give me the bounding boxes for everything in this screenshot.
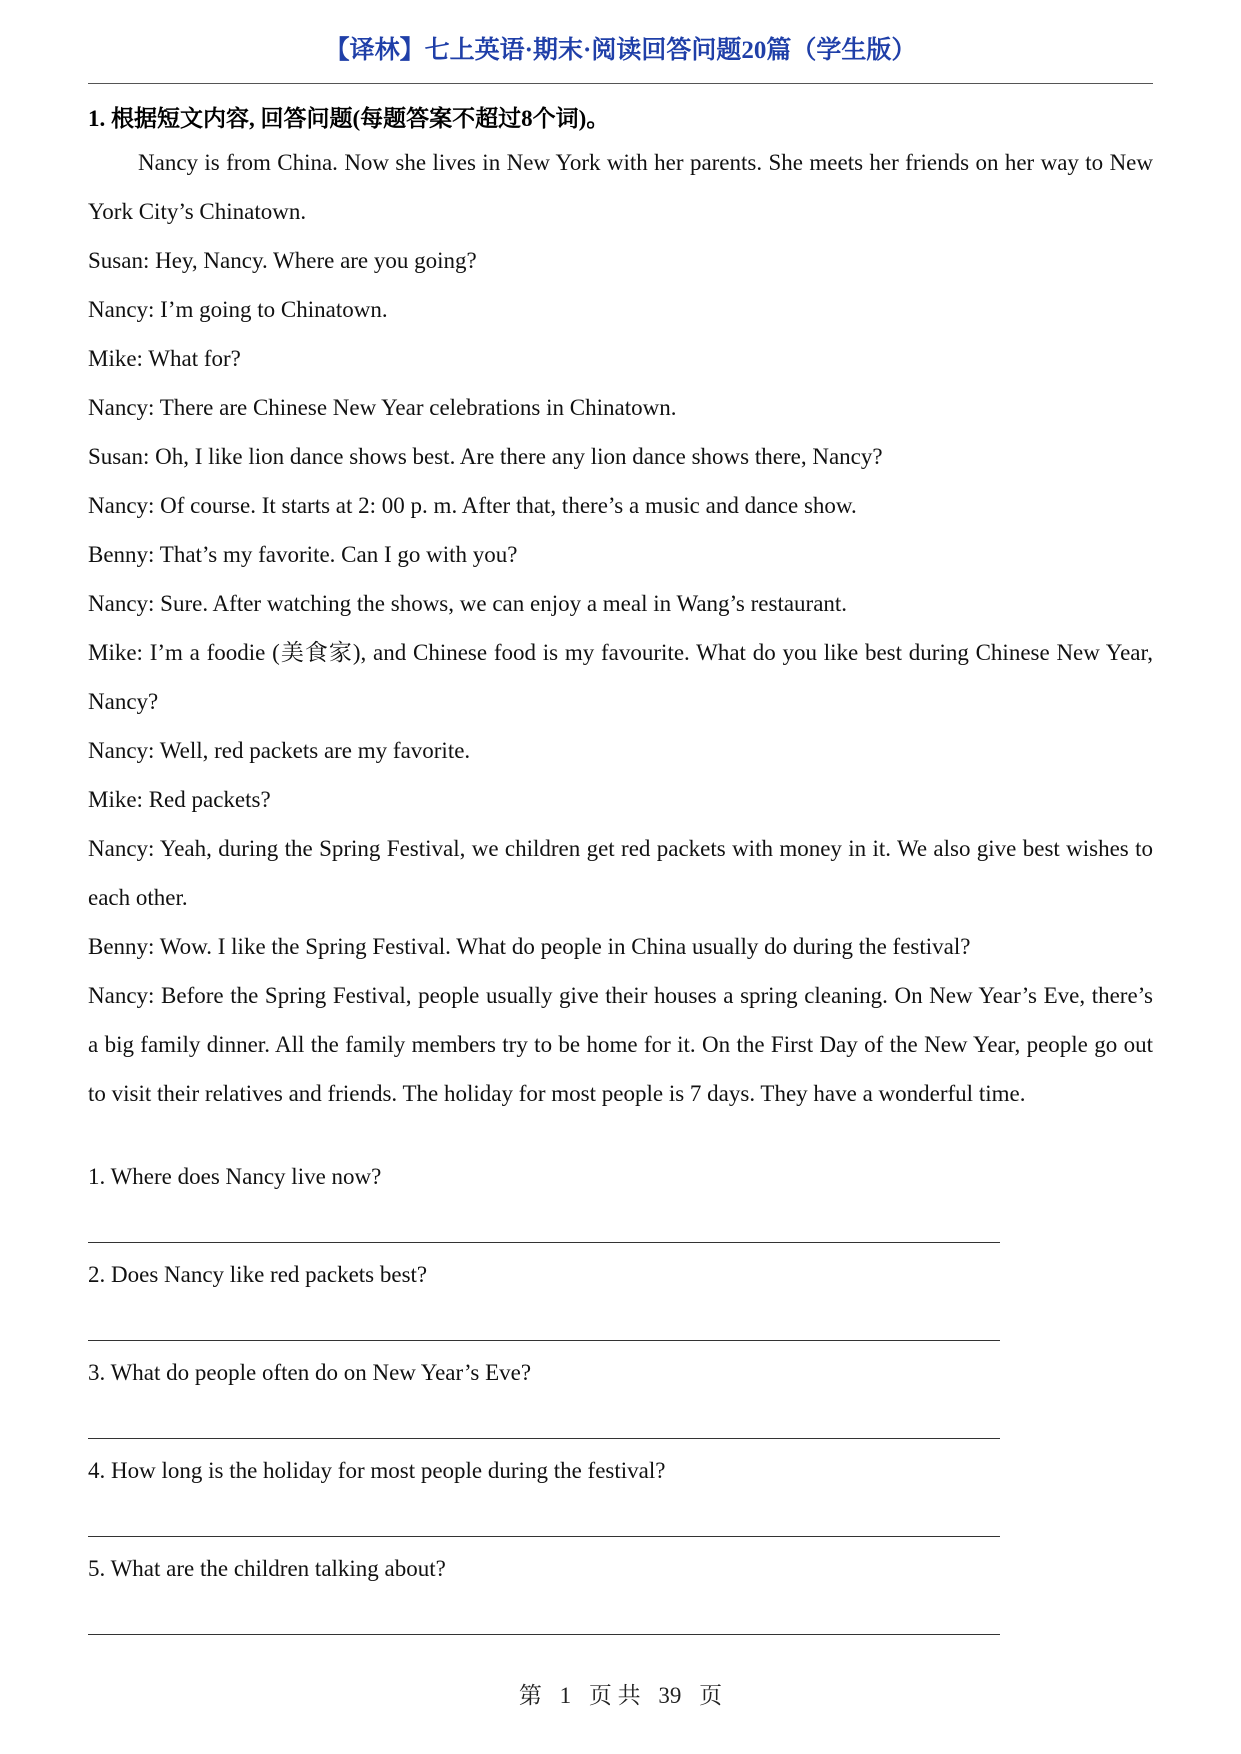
answer-line[interactable] [88,1340,1000,1341]
dialogue-line: Nancy: I’m going to Chinatown. [88,297,388,322]
page-number: 1 [559,1683,572,1708]
total-pages: 39 [658,1683,682,1708]
dialogue-line: Mike: Red packets? [88,787,271,812]
dialogue-line: Mike: I’m a foodie (美食家), and Chinese food is my favourite. What do you like best during Chinese New Year, Nancy? [88,640,1153,714]
answer-line[interactable] [88,1438,1000,1439]
dialogue-line: Nancy: Well, red packets are my favorite. [88,738,471,763]
dialogue-line: Nancy: There are Chinese New Year celebrations in Chinatown. [88,395,677,420]
answer-line[interactable] [88,1242,1000,1243]
header-divider [88,83,1153,84]
question-text: 2. Does Nancy like red packets best? [88,1262,428,1287]
page-footer [0,1677,1241,1710]
dialogue-line: Nancy: Sure. After watching the shows, we can enjoy a meal in Wang’s restaurant. [88,591,848,616]
section-instruction: 1. 根据短文内容, 回答问题(每题答案不超过8个词)。 [88,106,610,131]
page-label-post: 页 [699,1683,723,1708]
question-list [88,1162,1153,1652]
question-item [88,1162,1153,1260]
document-header-title: 【译林】七上英语·期末·阅读回答问题20篇（学生版） [324,37,917,64]
question-item [88,1456,1153,1554]
question-item [88,1554,1153,1652]
dialogue-line: Nancy: Before the Spring Festival, people usually give their houses a spring cleaning. On New Year’s Eve, there’s a big family dinner. All the family members try to be home for it. On the First Day of the New Year, people go out to visit their relatives and friends. The holiday for most people is 7 days. They have a wonderful time. [88,983,1153,1106]
question-text: 1. Where does Nancy live now? [88,1164,382,1189]
question-item [88,1358,1153,1456]
dialogue-line: Benny: Wow. I like the Spring Festival. What do people in China usually do during the festival? [88,934,971,959]
dialogue [88,236,1153,1118]
reading-passage [88,138,1153,1118]
answer-line[interactable] [88,1536,1000,1537]
page-label-mid: 页 共 [588,1683,641,1708]
question-text: 4. How long is the holiday for most people during the festival? [88,1458,666,1483]
dialogue-line: Nancy: Yeah, during the Spring Festival, we children get red packets with money in it. We also give best wishes to each other. [88,836,1153,910]
page-label-pre: 第 [518,1683,542,1708]
dialogue-line: Susan: Oh, I like lion dance shows best. Are there any lion dance shows there, Nancy? [88,444,883,469]
dialogue-line: Nancy: Of course. It starts at 2: 00 p. m. After that, there’s a music and dance show. [88,493,857,518]
question-text: 5. What are the children talking about? [88,1556,446,1581]
dialogue-line: Mike: What for? [88,346,241,371]
dialogue-line: Benny: That’s my favorite. Can I go with you? [88,542,518,567]
passage-intro: Nancy is from China. Now she lives in New York with her parents. She meets her friends on her way to New York City’s Chinatown. [88,150,1153,224]
question-text: 3. What do people often do on New Year’s Eve? [88,1360,532,1385]
question-item [88,1260,1153,1358]
answer-line[interactable] [88,1634,1000,1635]
dialogue-line: Susan: Hey, Nancy. Where are you going? [88,248,477,273]
